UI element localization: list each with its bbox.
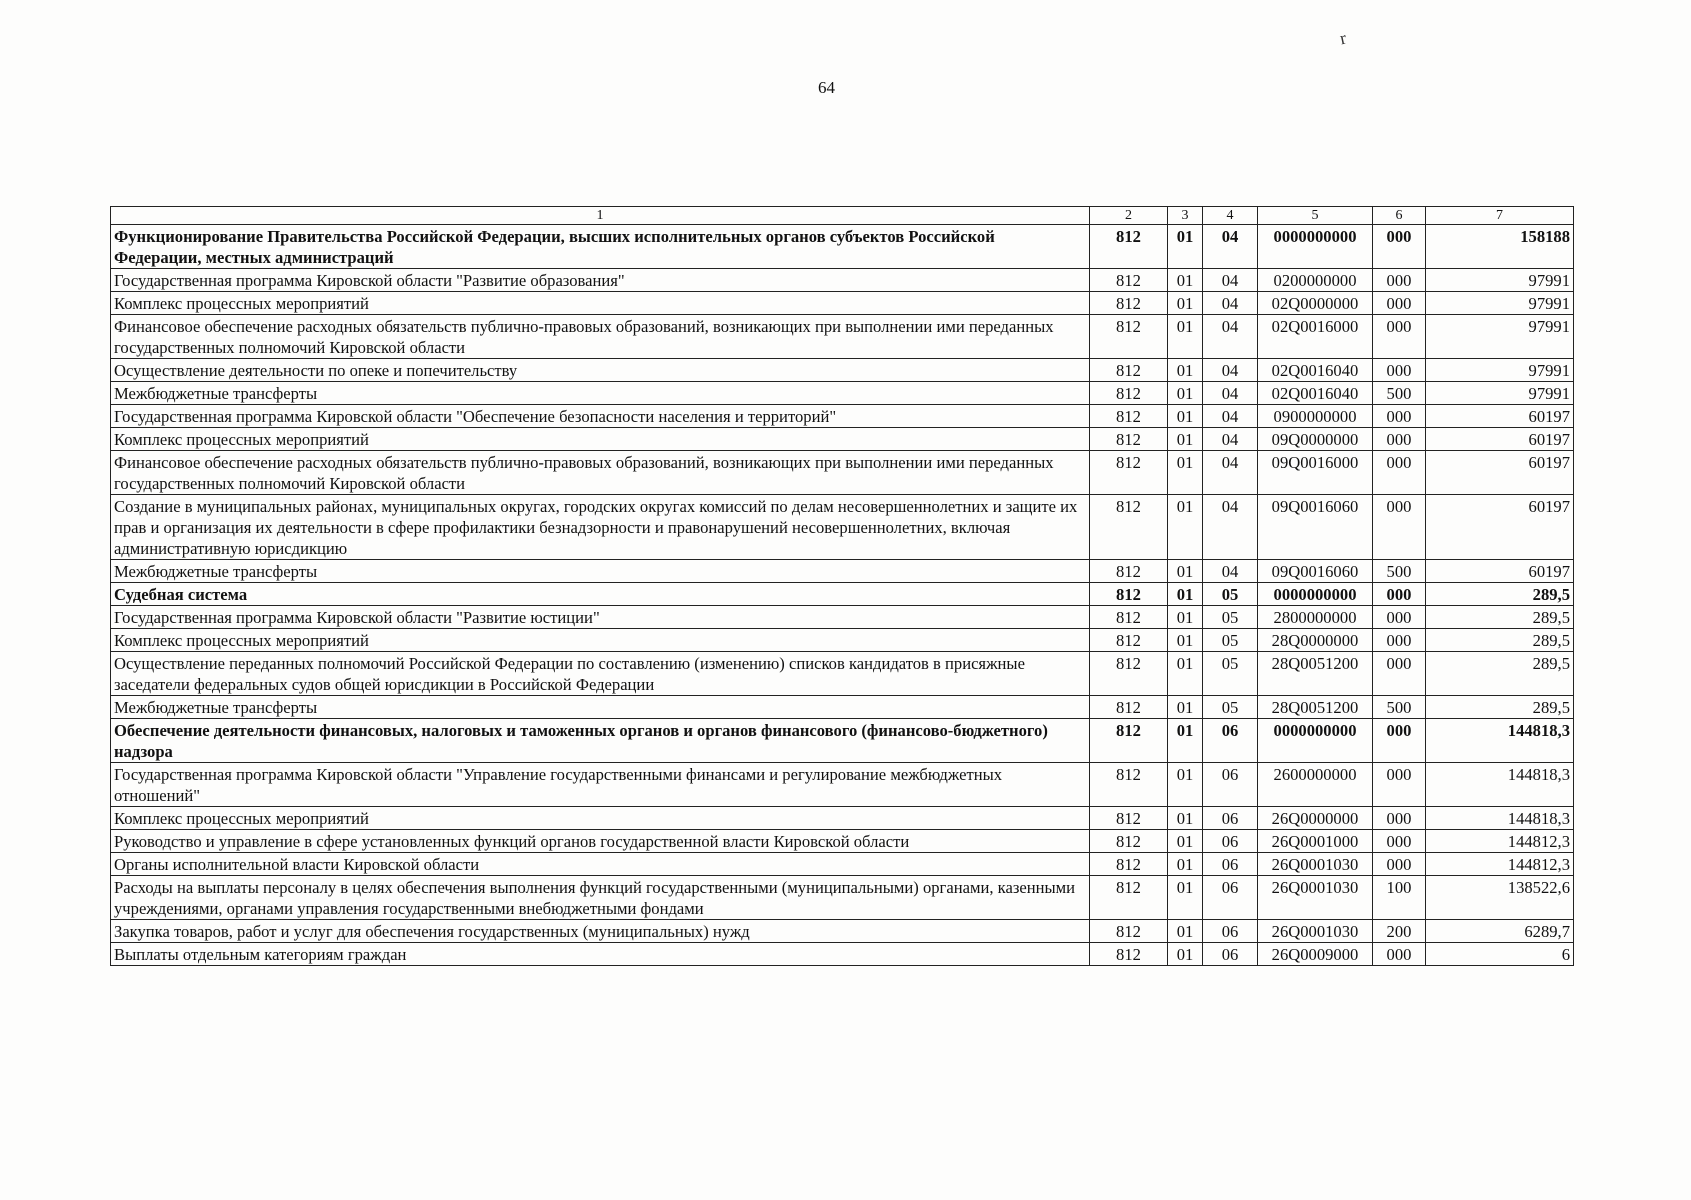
header-cell-1: 1: [111, 207, 1090, 225]
row-section-cell: 01: [1168, 451, 1203, 495]
row-name-cell: Комплекс процессных мероприятий: [111, 629, 1090, 652]
row-target-item-cell: 02Q0016000: [1258, 315, 1373, 359]
row-amount-cell: 144812,3: [1426, 830, 1574, 853]
row-subsection-cell: 04: [1203, 292, 1258, 315]
row-name-cell: Комплекс процессных мероприятий: [111, 428, 1090, 451]
row-target-item-cell: 02Q0000000: [1258, 292, 1373, 315]
row-name-cell: Государственная программа Кировской области "Развитие образования": [111, 269, 1090, 292]
table-row: [111, 292, 1574, 315]
row-section-cell: 01: [1168, 225, 1203, 269]
row-amount-cell: 97991: [1426, 269, 1574, 292]
header-row: [111, 207, 1574, 225]
row-gr-code-cell: 812: [1090, 225, 1168, 269]
row-gr-code-cell: 812: [1090, 943, 1168, 966]
row-amount-cell: 289,5: [1426, 606, 1574, 629]
table-row: [111, 428, 1574, 451]
table-row: [111, 495, 1574, 560]
row-gr-code-cell: 812: [1090, 405, 1168, 428]
row-subsection-cell: 05: [1203, 629, 1258, 652]
table-body: [111, 225, 1574, 966]
row-target-item-cell: 26Q0001000: [1258, 830, 1373, 853]
row-gr-code-cell: 812: [1090, 920, 1168, 943]
row-target-item-cell: 26Q0001030: [1258, 853, 1373, 876]
table-row: [111, 225, 1574, 269]
row-amount-cell: 60197: [1426, 451, 1574, 495]
header-cell-2: 2: [1090, 207, 1168, 225]
row-expense-type-cell: 000: [1373, 428, 1426, 451]
row-target-item-cell: 26Q0001030: [1258, 876, 1373, 920]
row-subsection-cell: 05: [1203, 583, 1258, 606]
row-section-cell: 01: [1168, 807, 1203, 830]
row-expense-type-cell: 200: [1373, 920, 1426, 943]
row-subsection-cell: 04: [1203, 269, 1258, 292]
table-row: [111, 719, 1574, 763]
row-section-cell: 01: [1168, 405, 1203, 428]
row-gr-code-cell: 812: [1090, 382, 1168, 405]
row-amount-cell: 60197: [1426, 495, 1574, 560]
table-row: [111, 269, 1574, 292]
row-target-item-cell: 28Q0000000: [1258, 629, 1373, 652]
row-amount-cell: 60197: [1426, 428, 1574, 451]
row-target-item-cell: 02Q0016040: [1258, 382, 1373, 405]
row-subsection-cell: 04: [1203, 560, 1258, 583]
row-amount-cell: 97991: [1426, 359, 1574, 382]
row-subsection-cell: 05: [1203, 606, 1258, 629]
row-amount-cell: 138522,6: [1426, 876, 1574, 920]
row-target-item-cell: 26Q0001030: [1258, 920, 1373, 943]
row-gr-code-cell: 812: [1090, 606, 1168, 629]
row-name-cell: Расходы на выплаты персоналу в целях обеспечения выполнения функций государственными (муниципальными) органами, казенными учреждениями, органами управления государственными внебюджетными фондами: [111, 876, 1090, 920]
row-name-cell: Функционирование Правительства Российской Федерации, высших исполнительных органов субъектов Российской Федерации, местных администраций: [111, 225, 1090, 269]
row-section-cell: 01: [1168, 876, 1203, 920]
row-name-cell: Финансовое обеспечение расходных обязательств публично-правовых образований, возникающих при выполнении ими переданных государственных полномочий Кировской области: [111, 315, 1090, 359]
row-expense-type-cell: 000: [1373, 451, 1426, 495]
row-name-cell: Руководство и управление в сфере установленных функций органов государственной власти Кировской области: [111, 830, 1090, 853]
table-row: [111, 560, 1574, 583]
row-gr-code-cell: 812: [1090, 876, 1168, 920]
row-section-cell: 01: [1168, 629, 1203, 652]
row-subsection-cell: 04: [1203, 428, 1258, 451]
row-section-cell: 01: [1168, 830, 1203, 853]
row-section-cell: 01: [1168, 920, 1203, 943]
table-row: [111, 315, 1574, 359]
row-amount-cell: 97991: [1426, 382, 1574, 405]
row-expense-type-cell: 000: [1373, 359, 1426, 382]
row-gr-code-cell: 812: [1090, 830, 1168, 853]
row-target-item-cell: 0900000000: [1258, 405, 1373, 428]
row-subsection-cell: 06: [1203, 943, 1258, 966]
row-name-cell: Финансовое обеспечение расходных обязательств публично-правовых образований, возникающих при выполнении ими переданных государственных полномочий Кировской области: [111, 451, 1090, 495]
row-target-item-cell: 0000000000: [1258, 583, 1373, 606]
row-target-item-cell: 26Q0000000: [1258, 807, 1373, 830]
row-gr-code-cell: 812: [1090, 560, 1168, 583]
row-name-cell: Межбюджетные трансферты: [111, 560, 1090, 583]
row-section-cell: 01: [1168, 359, 1203, 382]
row-amount-cell: 289,5: [1426, 696, 1574, 719]
row-subsection-cell: 06: [1203, 920, 1258, 943]
row-section-cell: 01: [1168, 763, 1203, 807]
row-target-item-cell: 02Q0016040: [1258, 359, 1373, 382]
row-expense-type-cell: 000: [1373, 606, 1426, 629]
table-row: [111, 920, 1574, 943]
row-amount-cell: 144818,3: [1426, 763, 1574, 807]
row-subsection-cell: 04: [1203, 495, 1258, 560]
row-gr-code-cell: 812: [1090, 292, 1168, 315]
row-expense-type-cell: 000: [1373, 763, 1426, 807]
row-gr-code-cell: 812: [1090, 451, 1168, 495]
row-section-cell: 01: [1168, 606, 1203, 629]
row-target-item-cell: 0000000000: [1258, 225, 1373, 269]
row-name-cell: Судебная система: [111, 583, 1090, 606]
header-cell-5: 5: [1258, 207, 1373, 225]
row-expense-type-cell: 000: [1373, 292, 1426, 315]
row-target-item-cell: 2800000000: [1258, 606, 1373, 629]
table-row: [111, 853, 1574, 876]
row-gr-code-cell: 812: [1090, 359, 1168, 382]
row-gr-code-cell: 812: [1090, 853, 1168, 876]
row-expense-type-cell: 000: [1373, 652, 1426, 696]
row-name-cell: Закупка товаров, работ и услуг для обеспечения государственных (муниципальных) нужд: [111, 920, 1090, 943]
row-expense-type-cell: 100: [1373, 876, 1426, 920]
row-subsection-cell: 06: [1203, 807, 1258, 830]
row-section-cell: 01: [1168, 382, 1203, 405]
header-cell-7: 7: [1426, 207, 1574, 225]
table-row: [111, 405, 1574, 428]
row-section-cell: 01: [1168, 428, 1203, 451]
table-row: [111, 583, 1574, 606]
row-subsection-cell: 04: [1203, 359, 1258, 382]
row-subsection-cell: 04: [1203, 225, 1258, 269]
table-row: [111, 763, 1574, 807]
table-row: [111, 359, 1574, 382]
scan-mark: r: [1337, 27, 1348, 49]
row-name-cell: Обеспечение деятельности финансовых, налоговых и таможенных органов и органов финансового (финансово-бюджетного) надзора: [111, 719, 1090, 763]
row-expense-type-cell: 000: [1373, 629, 1426, 652]
row-subsection-cell: 04: [1203, 451, 1258, 495]
row-name-cell: Межбюджетные трансферты: [111, 696, 1090, 719]
row-expense-type-cell: 000: [1373, 853, 1426, 876]
row-gr-code-cell: 812: [1090, 495, 1168, 560]
row-amount-cell: 289,5: [1426, 652, 1574, 696]
row-amount-cell: 158188: [1426, 225, 1574, 269]
row-target-item-cell: 0000000000: [1258, 719, 1373, 763]
row-target-item-cell: 09Q0016000: [1258, 451, 1373, 495]
table-row: [111, 830, 1574, 853]
row-expense-type-cell: 500: [1373, 696, 1426, 719]
row-name-cell: Осуществление переданных полномочий Российской Федерации по составлению (изменению) списков кандидатов в присяжные заседатели федеральных судов общей юрисдикции в Российской Федерации: [111, 652, 1090, 696]
table-row: [111, 606, 1574, 629]
row-expense-type-cell: 500: [1373, 560, 1426, 583]
table-row: [111, 696, 1574, 719]
row-section-cell: 01: [1168, 495, 1203, 560]
row-name-cell: Комплекс процессных мероприятий: [111, 292, 1090, 315]
row-name-cell: Государственная программа Кировской области "Управление государственными финансами и регулирование межбюджетных отношений": [111, 763, 1090, 807]
table-row: [111, 382, 1574, 405]
row-subsection-cell: 06: [1203, 763, 1258, 807]
row-subsection-cell: 05: [1203, 652, 1258, 696]
row-section-cell: 01: [1168, 853, 1203, 876]
row-section-cell: 01: [1168, 696, 1203, 719]
row-gr-code-cell: 812: [1090, 315, 1168, 359]
row-expense-type-cell: 000: [1373, 405, 1426, 428]
row-target-item-cell: 26Q0009000: [1258, 943, 1373, 966]
row-subsection-cell: 06: [1203, 719, 1258, 763]
row-subsection-cell: 04: [1203, 382, 1258, 405]
row-subsection-cell: 06: [1203, 853, 1258, 876]
row-expense-type-cell: 000: [1373, 719, 1426, 763]
row-name-cell: Выплаты отдельным категориям граждан: [111, 943, 1090, 966]
row-gr-code-cell: 812: [1090, 696, 1168, 719]
row-amount-cell: 6: [1426, 943, 1574, 966]
row-subsection-cell: 04: [1203, 405, 1258, 428]
row-expense-type-cell: 000: [1373, 269, 1426, 292]
row-amount-cell: 97991: [1426, 292, 1574, 315]
row-target-item-cell: 28Q0051200: [1258, 652, 1373, 696]
row-expense-type-cell: 500: [1373, 382, 1426, 405]
row-gr-code-cell: 812: [1090, 629, 1168, 652]
row-section-cell: 01: [1168, 315, 1203, 359]
row-section-cell: 01: [1168, 943, 1203, 966]
row-target-item-cell: 09Q0016060: [1258, 560, 1373, 583]
table-row: [111, 876, 1574, 920]
row-target-item-cell: 2600000000: [1258, 763, 1373, 807]
row-section-cell: 01: [1168, 583, 1203, 606]
row-gr-code-cell: 812: [1090, 583, 1168, 606]
row-subsection-cell: 05: [1203, 696, 1258, 719]
row-amount-cell: 6289,7: [1426, 920, 1574, 943]
row-subsection-cell: 06: [1203, 876, 1258, 920]
row-amount-cell: 60197: [1426, 405, 1574, 428]
row-name-cell: Создание в муниципальных районах, муниципальных округах, городских округах комиссий по делам несовершеннолетних и защите их прав и организация их деятельности в сфере профилактики безнадзорности и правонарушений несовершеннолетних, включая административную юрисдикцию: [111, 495, 1090, 560]
table-row: [111, 629, 1574, 652]
row-target-item-cell: 09Q0000000: [1258, 428, 1373, 451]
table-row: [111, 652, 1574, 696]
header-cell-6: 6: [1373, 207, 1426, 225]
row-target-item-cell: 28Q0051200: [1258, 696, 1373, 719]
row-amount-cell: 60197: [1426, 560, 1574, 583]
row-name-cell: Государственная программа Кировской области "Обеспечение безопасности населения и территорий": [111, 405, 1090, 428]
page-number: 64: [818, 78, 835, 97]
row-gr-code-cell: 812: [1090, 763, 1168, 807]
row-name-cell: Комплекс процессных мероприятий: [111, 807, 1090, 830]
row-gr-code-cell: 812: [1090, 719, 1168, 763]
table-row: [111, 943, 1574, 966]
row-subsection-cell: 06: [1203, 830, 1258, 853]
row-name-cell: Осуществление деятельности по опеке и попечительству: [111, 359, 1090, 382]
row-expense-type-cell: 000: [1373, 583, 1426, 606]
header-cell-3: 3: [1168, 207, 1203, 225]
row-amount-cell: 144818,3: [1426, 719, 1574, 763]
row-amount-cell: 289,5: [1426, 583, 1574, 606]
row-name-cell: Органы исполнительной власти Кировской области: [111, 853, 1090, 876]
row-target-item-cell: 09Q0016060: [1258, 495, 1373, 560]
row-section-cell: 01: [1168, 269, 1203, 292]
row-gr-code-cell: 812: [1090, 807, 1168, 830]
row-section-cell: 01: [1168, 292, 1203, 315]
budget-table: [110, 206, 1574, 966]
row-subsection-cell: 04: [1203, 315, 1258, 359]
row-section-cell: 01: [1168, 719, 1203, 763]
table-row: [111, 807, 1574, 830]
table-row: [111, 451, 1574, 495]
row-expense-type-cell: 000: [1373, 315, 1426, 359]
row-expense-type-cell: 000: [1373, 807, 1426, 830]
row-expense-type-cell: 000: [1373, 943, 1426, 966]
row-section-cell: 01: [1168, 560, 1203, 583]
row-amount-cell: 144812,3: [1426, 853, 1574, 876]
row-target-item-cell: 0200000000: [1258, 269, 1373, 292]
row-gr-code-cell: 812: [1090, 269, 1168, 292]
row-name-cell: Межбюджетные трансферты: [111, 382, 1090, 405]
header-cell-4: 4: [1203, 207, 1258, 225]
row-gr-code-cell: 812: [1090, 428, 1168, 451]
row-gr-code-cell: 812: [1090, 652, 1168, 696]
row-expense-type-cell: 000: [1373, 225, 1426, 269]
row-section-cell: 01: [1168, 652, 1203, 696]
row-expense-type-cell: 000: [1373, 495, 1426, 560]
row-name-cell: Государственная программа Кировской области "Развитие юстиции": [111, 606, 1090, 629]
row-amount-cell: 144818,3: [1426, 807, 1574, 830]
row-amount-cell: 289,5: [1426, 629, 1574, 652]
row-amount-cell: 97991: [1426, 315, 1574, 359]
row-expense-type-cell: 000: [1373, 830, 1426, 853]
